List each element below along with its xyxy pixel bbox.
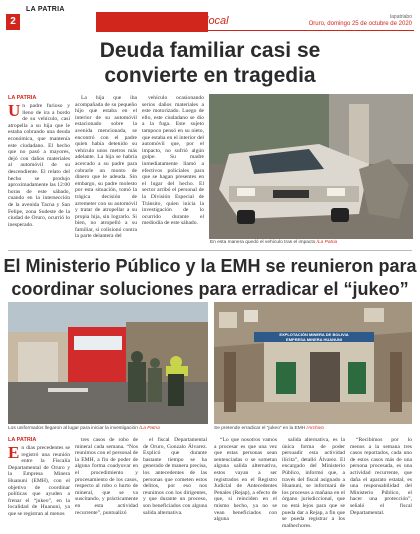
car-photo-caption-text: En esta manera quedó el vehículo tras el impacto [210, 240, 316, 245]
article2-column-3 [143, 437, 207, 531]
article2-col2-text: tres casos de robo de mineral cada semana. “Nos reunimos con el personal de la EMH, a fin de poder de alguna forma coadyuvar en el procedimiento y procesamiento de los casos, respecto al robo o hurto de mineral, que se va suscitando, y prácticamente en esta actividad recurrente”, puntualizó [75, 437, 138, 516]
police-photo-caption-text: Los uniformados llegaron al lugar para iniciar la investigación [8, 426, 138, 431]
article2-column-4 [214, 437, 277, 531]
article2-column-6 [350, 437, 412, 531]
header-date: Oruro, domingo 25 de octubre de 2020 [308, 21, 412, 27]
police-photo-illustration [8, 302, 208, 424]
mine-sign [256, 333, 372, 342]
page-header [0, 0, 420, 34]
mine-photo-caption-text: Se pretende erradicar el “jukeo” en la EMH [214, 426, 306, 431]
mine-entrance-photo [214, 302, 412, 424]
section-divider [8, 250, 412, 251]
article2-col3-text: el fiscal Departamental de Oruro, Gonzalo Álvarez. Explicó que durante bastante tiempo se ha generado de manera precisa, los antecedentes de las personas que cometen estos delitos, por eso nos reunimos con los dirigentes, y que durante un proceso, son beneficiados con alguna salida alternativa. [143, 437, 207, 516]
article2-col4-text: “Lo que nosotros vamos a procesar es que una vez que estas personas sean sentenciadas o se sometan alguna salida alternativa, estos vayan a ser registrados en el Registro Judicial de Antecedentes Penales (Rejap), a efecto de que, si reinciden en el mismo hecho, ya no se vean beneficiados con alguna [214, 437, 277, 523]
article2-column-1 [8, 445, 70, 531]
article2-col5-text: salida alternativa, es la única forma de poder persuadir esta actividad ilícita”, detalló Álvarez. El encargado del Ministerio Público, informó que, a través del fiscal asignado a Huanuni, se informará de los procesos a mañana en el órgano jurisdiccional, que no está lejos para que se pueda dar a Rejap, a fin que se pueda registrar a los malhechores. [282, 437, 345, 529]
article1-column-1 [8, 103, 70, 228]
article1-column-3 [142, 95, 204, 228]
car-accident-photo [209, 94, 413, 239]
article1-label: LA PATRIA [8, 95, 37, 101]
car-photo-illustration [209, 94, 413, 239]
police-photo-credit: /La Patria [139, 426, 160, 431]
car-photo-caption [210, 240, 337, 245]
page-number: 2 [6, 14, 20, 30]
article2-col6-text: “Recibimos por lo menos a la semana tres casos reportados, cada uno de estos casos más de una persona procesada, es una actividad recurrente, que daña el aparato estatal, es una responsabilidad del Ministerio Público, el hacer una protección”, señaló el fiscal Departamental. [350, 437, 412, 516]
police-photo-caption [8, 426, 160, 431]
article1-col2-text: La hija que iba acompañada de su pequeño hijo que estaba en el interior de su automóvil estacionado sobre la avenida mencionada, se encontró con el padre quien había detenido su vehículo unos metros más adelante. La hija se habría acercado a su padre para cobrarle un monto de dinero que le adeuda. Sin embargo, su padre molesto por esta situación, tomó la trágica decisión de arremeter con su automóvil y tratar de atropellar a su propia hija, sin lograrlo. Si bien, no atropelló a su familiar, sí colisionó contra la parte delantera del [75, 95, 137, 240]
brand-top: LA PATRIA [26, 6, 65, 13]
article1-col3-text: vehículo ocasionando serios daños materiales a este motorizado. Luego de ello, este ciudadano se dio a la fuga. Este sujeto tampoco pensó en su nieto, que estaba en el interior del automóvil que, por el impacto, no sufrió algún golpe. Su madre inmediatamente llamó a efectivos policiales para que se hagan presentes en el lugar del hecho. El sector arribó el personal de la División Especial de Tránsito, quien inicia la investigación de lo ocurrido durante el mediodía de este sábado. [142, 95, 204, 227]
article1-col1-text: n padre furioso y lleno de ira a bordo de su vehículo, casi atropella a su hija que le estaba cobrando una deuda económica, que mantenía este ciudadano. El hecho que no pasó a mayores, dejó con daños materiales al automóvil de su descendiente. El relato del hecho se produjo aproximadamente las 12:00 horas de este sábado, cuando en la intersección de la avenida Tacna y San Felipe, zona Sudeste de la ciudad de Oruro, ocurrió lo inesperado. [8, 103, 70, 228]
mine-sign-line2: EMPRESA MINERA HUANUNI [286, 336, 342, 342]
article1-column-2 [75, 95, 137, 240]
mine-photo-caption [214, 426, 324, 431]
article1-headline-line2: convierte en tragedia [104, 64, 316, 87]
article2-column-2 [75, 437, 138, 531]
article2-headline-line2: coordinar soluciones para erradicar el “jukeo” [11, 279, 409, 299]
article2-label: LA PATRIA [8, 437, 37, 443]
header-site: lapatriabo [390, 14, 412, 20]
article1-headline-line1: Deuda familiar casi se [99, 39, 321, 62]
article2-column-5 [282, 437, 345, 531]
mine-photo-credit: /Archivo [306, 426, 324, 431]
police-investigation-photo [8, 302, 208, 424]
brand-main: Policial [26, 13, 72, 28]
header-band [96, 12, 208, 32]
article1-dropcap: U [8, 101, 21, 120]
article2-col1-text: n días precedentes se registró una reunión entre la Fiscalía Departamental de Oruro y la Empresa Minera Huanuni (EMH), con el objetivo de coordinar políticas que ayuden a frenar el “jukeo”, en la localidad de Huanuni, ya que se registran al menos [8, 445, 70, 517]
car-photo-credit: /La Patria [316, 240, 338, 245]
section-name: local [206, 15, 229, 27]
mine-sign-line1: EXPLOTACIÓN MINERA DE BOLIVIA [279, 332, 349, 337]
article2-headline-line1: El Ministerio Público y la EMH se reunieron para [3, 256, 417, 276]
mine-photo-illustration [214, 302, 412, 424]
article2-dropcap: E [8, 443, 20, 462]
header-rule [204, 30, 414, 31]
